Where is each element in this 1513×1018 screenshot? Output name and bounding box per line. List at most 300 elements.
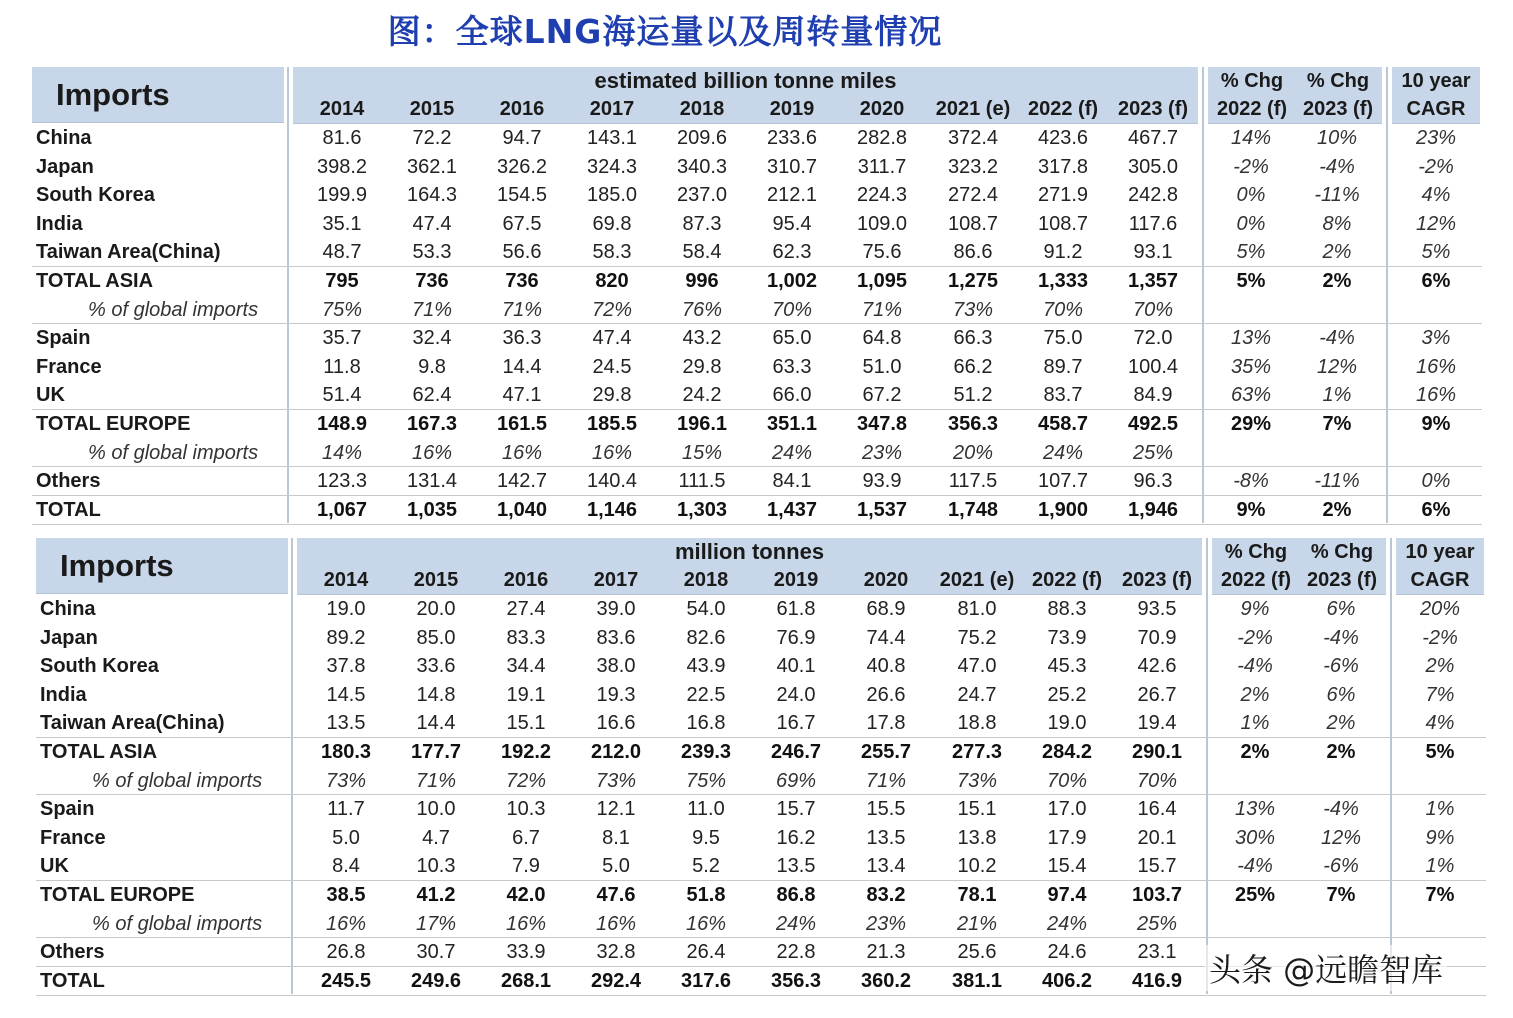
pct-year-header: 2023 (f)	[1306, 569, 1378, 591]
data-cell: 23%	[865, 912, 907, 935]
data-cell: 24%	[1042, 441, 1084, 464]
data-cell: 69.8	[592, 212, 632, 235]
data-cell: 107.7	[1037, 470, 1089, 493]
data-cell: 103.7	[1131, 884, 1183, 906]
pct-chg-header: % Chg	[1220, 70, 1284, 92]
row-label: Others	[40, 941, 105, 964]
data-cell: 62.4	[412, 384, 452, 407]
data-cell: 24%	[771, 441, 813, 464]
data-cell: 142.7	[496, 470, 548, 493]
data-cell: 37.8	[326, 655, 366, 678]
imports-header: Imports	[36, 538, 288, 594]
data-cell: 347.8	[856, 413, 908, 435]
row-label: TOTAL EUROPE	[40, 884, 195, 906]
chg-2023-cell: 12%	[1316, 355, 1358, 378]
data-cell: 246.7	[770, 741, 822, 763]
data-cell: 63.3	[772, 355, 812, 378]
year-header: 2022 (f)	[1031, 569, 1103, 591]
data-cell: 75.6	[862, 241, 902, 264]
data-cell: 1,040	[496, 498, 548, 521]
data-cell: 15.4	[1047, 855, 1087, 878]
data-cell: 5.0	[332, 826, 360, 849]
data-cell: 51.0	[862, 355, 902, 378]
data-cell: 33.9	[506, 941, 546, 964]
data-cell: 317.8	[1037, 155, 1089, 178]
data-cell: 1,067	[316, 498, 368, 521]
data-cell: 38.0	[596, 655, 636, 678]
data-cell: 284.2	[1041, 741, 1093, 763]
chg-2022-cell: -4%	[1237, 855, 1273, 878]
data-cell: 17.0	[1047, 798, 1087, 821]
data-cell: 19.3	[596, 683, 636, 706]
data-cell: 9.5	[692, 826, 720, 849]
chg-2022-cell: 0%	[1236, 212, 1266, 235]
data-cell: 75.0	[1043, 327, 1083, 350]
data-cell: 10.3	[416, 855, 456, 878]
data-cell: 15.5	[866, 798, 906, 821]
data-cell: 19.1	[506, 683, 546, 706]
row-label: South Korea	[40, 655, 159, 678]
row-label: France	[40, 826, 106, 849]
data-cell: 492.5	[1127, 413, 1179, 435]
cagr-cell: 2%	[1425, 655, 1455, 678]
chg-2023-cell: 6%	[1326, 683, 1356, 706]
cagr-cell: 1%	[1425, 855, 1455, 878]
table-row	[0, 824, 1513, 853]
data-cell: 1,748	[947, 498, 999, 521]
data-cell: 154.5	[496, 184, 548, 207]
data-cell: 360.2	[860, 969, 912, 992]
data-cell: 51.8	[686, 884, 726, 906]
data-cell: 39.0	[596, 598, 636, 620]
year-header: 2018	[679, 98, 725, 120]
data-cell: 91.2	[1043, 241, 1083, 264]
chg-2022-cell: 13%	[1230, 327, 1272, 350]
data-cell: 356.3	[770, 969, 822, 992]
data-cell: 20.1	[1137, 826, 1177, 849]
chg-2023-cell: 2%	[1326, 741, 1356, 763]
data-cell: 4.7	[422, 826, 450, 849]
table-row	[0, 681, 1513, 710]
chg-2023-cell: -6%	[1323, 855, 1359, 878]
data-cell: 10.2	[957, 855, 997, 878]
cagr-cell: 4%	[1425, 712, 1455, 735]
data-cell: 23.1	[1137, 941, 1177, 964]
cagr-cell: 5%	[1425, 741, 1455, 763]
data-cell: 16%	[501, 441, 543, 464]
chg-2022-cell: 14%	[1230, 127, 1272, 149]
year-header: 2015	[413, 569, 459, 591]
chg-2022-cell: 63%	[1230, 384, 1272, 407]
year-header: 2014	[319, 98, 365, 120]
row-label: % of global imports	[92, 912, 263, 935]
table-row	[0, 624, 1513, 653]
data-cell: 1,437	[766, 498, 818, 521]
data-cell: 16%	[505, 912, 547, 935]
data-cell: 5.0	[602, 855, 630, 878]
data-cell: 249.6	[410, 969, 462, 992]
data-cell: 1,002	[766, 270, 818, 292]
data-cell: 83.3	[506, 626, 546, 649]
data-cell: 73%	[956, 769, 998, 792]
data-cell: 212.1	[766, 184, 818, 207]
data-cell: 311.7	[857, 155, 907, 178]
cagr-cell: 6%	[1421, 498, 1451, 521]
row-label: Spain	[40, 798, 95, 821]
data-cell: 35.1	[322, 212, 362, 235]
data-cell: 25%	[1132, 441, 1174, 464]
watermark: 头条 @远瞻智库	[1205, 945, 1447, 991]
data-cell: 84.9	[1133, 384, 1173, 407]
data-cell: 406.2	[1041, 969, 1093, 992]
year-header: 2020	[859, 98, 905, 120]
data-cell: 16%	[591, 441, 633, 464]
chg-2023-cell: 8%	[1322, 212, 1352, 235]
data-cell: 11.8	[323, 355, 361, 378]
data-cell: 22.5	[686, 683, 726, 706]
year-header: 2021 (e)	[935, 98, 1011, 120]
row-divider	[36, 937, 1486, 938]
data-cell: 11.7	[327, 798, 365, 821]
chg-2023-cell: -6%	[1323, 655, 1359, 678]
chg-2023-cell: -4%	[1319, 155, 1355, 178]
data-cell: 76.9	[776, 626, 816, 649]
data-cell: 33.6	[416, 655, 456, 678]
cagr-cell: 0%	[1421, 470, 1451, 493]
data-cell: 97.4	[1047, 884, 1087, 906]
row-divider	[32, 466, 1482, 467]
table-row	[0, 795, 1513, 824]
page-title: 图：全球LNG海运量以及周转量情况	[387, 12, 943, 51]
data-cell: 467.7	[1127, 127, 1179, 149]
year-header: 2014	[323, 569, 369, 591]
data-cell: 25%	[1136, 912, 1178, 935]
year-header: 2018	[683, 569, 729, 591]
data-cell: 75.2	[957, 626, 997, 649]
chg-2023-cell: 1%	[1322, 384, 1352, 407]
data-cell: 351.1	[766, 413, 818, 435]
row-label: India	[36, 212, 83, 235]
table-row	[0, 324, 1513, 353]
data-cell: 47.4	[412, 212, 452, 235]
data-cell: 40.1	[776, 655, 816, 678]
data-cell: 131.4	[406, 470, 458, 493]
data-cell: 24.0	[776, 683, 816, 706]
data-cell: 22.8	[776, 941, 816, 964]
data-cell: 245.5	[320, 969, 372, 992]
data-cell: 423.6	[1037, 127, 1089, 149]
data-cell: 292.4	[590, 969, 642, 992]
cagr-cell: 16%	[1415, 384, 1457, 407]
cagr-header: 10 year	[1401, 70, 1471, 92]
chg-2023-cell: 2%	[1322, 270, 1352, 292]
data-cell: 85.0	[416, 626, 456, 649]
year-header: 2022 (f)	[1027, 98, 1099, 120]
data-cell: 45.3	[1047, 655, 1087, 678]
data-cell: 356.3	[947, 413, 999, 435]
chg-2023-cell: 7%	[1326, 884, 1356, 906]
data-cell: 89.2	[326, 626, 366, 649]
data-cell: 224.3	[856, 184, 908, 207]
pct-year-header: 2022 (f)	[1220, 569, 1292, 591]
row-divider	[36, 737, 1486, 738]
data-cell: 47.4	[592, 327, 632, 350]
data-cell: 123.3	[316, 470, 368, 493]
data-cell: 32.4	[412, 327, 452, 350]
chg-2022-cell: 13%	[1234, 798, 1276, 821]
data-cell: 255.7	[860, 741, 912, 763]
table-bottom-border	[32, 524, 1482, 525]
row-divider	[32, 409, 1482, 410]
year-header: 2017	[593, 569, 639, 591]
data-cell: 15.7	[776, 798, 816, 821]
data-cell: 192.2	[500, 741, 552, 763]
table-row	[0, 910, 1513, 939]
table-row	[0, 738, 1513, 767]
data-cell: 1,146	[586, 498, 638, 521]
data-cell: 290.1	[1131, 741, 1183, 763]
data-cell: 18.8	[957, 712, 997, 735]
chg-2023-cell: -11%	[1314, 184, 1360, 207]
unit-header: million tonnes	[674, 539, 825, 564]
data-cell: 47.6	[596, 884, 636, 906]
chg-2022-cell: -4%	[1237, 655, 1273, 678]
data-cell: 1,095	[856, 270, 908, 292]
data-cell: 7.9	[512, 855, 540, 878]
chg-2022-cell: 5%	[1236, 270, 1266, 292]
chg-2022-cell: 9%	[1240, 598, 1270, 620]
data-cell: 326.2	[496, 155, 548, 178]
table-row	[0, 496, 1513, 525]
data-cell: 111.5	[678, 470, 726, 493]
data-cell: 48.7	[322, 241, 362, 264]
data-cell: 83.2	[866, 884, 906, 906]
data-cell: 40.8	[866, 655, 906, 678]
data-cell: 271.9	[1037, 184, 1089, 207]
year-header: 2016	[503, 569, 549, 591]
data-cell: 16.6	[596, 712, 636, 735]
data-cell: 20.0	[416, 598, 456, 620]
data-cell: 1,333	[1037, 270, 1089, 292]
data-cell: 62.3	[772, 241, 812, 264]
data-cell: 83.6	[596, 626, 636, 649]
data-cell: 71%	[865, 769, 907, 792]
data-cell: 16.8	[686, 712, 726, 735]
data-cell: 93.9	[862, 470, 902, 493]
data-cell: 94.7	[502, 127, 542, 149]
data-cell: 24%	[775, 912, 817, 935]
data-cell: 272.4	[947, 184, 999, 207]
cagr-cell: 7%	[1425, 884, 1455, 906]
data-cell: 86.6	[953, 241, 993, 264]
data-cell: 8.1	[602, 826, 630, 849]
data-cell: 67.2	[862, 384, 902, 407]
row-divider	[32, 323, 1482, 324]
data-cell: 185.0	[586, 184, 638, 207]
data-cell: 72.0	[1133, 327, 1173, 350]
row-label: UK	[36, 384, 65, 407]
data-cell: 19.4	[1137, 712, 1177, 735]
data-cell: 66.2	[953, 355, 993, 378]
year-header: 2017	[589, 98, 635, 120]
data-cell: 13.8	[957, 826, 997, 849]
data-cell: 24.7	[957, 683, 997, 706]
cagr-cell: -2%	[1418, 155, 1454, 178]
row-label: India	[40, 683, 87, 706]
cagr-cell: 9%	[1425, 826, 1455, 849]
cagr-cell: 1%	[1425, 798, 1455, 821]
data-cell: 24.6	[1047, 941, 1087, 964]
cagr-cell: 16%	[1415, 355, 1457, 378]
data-cell: 29.8	[682, 355, 722, 378]
data-cell: 73%	[952, 298, 994, 321]
data-cell: 398.2	[316, 155, 368, 178]
row-label: Others	[36, 470, 101, 493]
chg-2022-cell: 5%	[1236, 241, 1266, 264]
data-cell: 43.9	[686, 655, 726, 678]
data-cell: 72.2	[412, 127, 452, 149]
data-cell: 36.3	[502, 327, 542, 350]
data-cell: 15%	[681, 441, 723, 464]
data-cell: 96.3	[1133, 470, 1173, 493]
chg-2022-cell: -2%	[1237, 626, 1273, 649]
table-row	[0, 467, 1513, 496]
chg-2022-cell: 25%	[1234, 884, 1276, 906]
data-cell: 16%	[685, 912, 727, 935]
data-cell: 1,275	[947, 270, 999, 292]
cagr-header: CAGR	[1410, 569, 1470, 591]
chg-2022-cell: 29%	[1230, 413, 1272, 435]
data-cell: 8.4	[332, 855, 360, 878]
data-cell: 51.4	[322, 384, 362, 407]
data-cell: 70%	[1132, 298, 1174, 321]
row-label: Taiwan Area(China)	[40, 712, 225, 735]
data-cell: 6.7	[512, 826, 540, 849]
row-label: TOTAL ASIA	[40, 741, 158, 763]
data-cell: 317.6	[680, 969, 732, 992]
cagr-header: 10 year	[1405, 541, 1475, 563]
data-cell: 58.4	[682, 241, 722, 264]
row-divider	[36, 794, 1486, 795]
table-row	[0, 410, 1513, 439]
data-cell: 185.5	[586, 413, 638, 435]
data-cell: 16.7	[776, 712, 816, 735]
data-cell: 736	[415, 270, 449, 292]
data-cell: 10.3	[506, 798, 546, 821]
data-cell: 19.0	[1047, 712, 1087, 735]
data-cell: 100.4	[1127, 355, 1179, 378]
pct-year-header: 2023 (f)	[1302, 98, 1374, 120]
data-cell: 239.3	[680, 741, 732, 763]
data-cell: 70%	[771, 298, 813, 321]
cagr-cell: -2%	[1422, 626, 1458, 649]
data-cell: 1,035	[406, 498, 458, 521]
data-cell: 71%	[415, 769, 457, 792]
data-cell: 209.6	[676, 127, 728, 149]
data-cell: 11.0	[687, 798, 725, 821]
pct-year-header: 2022 (f)	[1216, 98, 1288, 120]
data-cell: 14.4	[502, 355, 542, 378]
chg-2023-cell: -11%	[1314, 470, 1360, 493]
row-label: % of global imports	[92, 769, 263, 792]
data-cell: 26.8	[326, 941, 366, 964]
data-cell: 15.1	[506, 712, 546, 735]
data-cell: 71%	[501, 298, 543, 321]
data-cell: 21%	[956, 912, 998, 935]
data-cell: 87.3	[682, 212, 722, 235]
data-cell: 47.1	[502, 384, 542, 407]
data-cell: 17%	[415, 912, 457, 935]
chg-2022-cell: -8%	[1233, 470, 1269, 493]
data-cell: 1,946	[1127, 498, 1179, 521]
data-cell: 180.3	[320, 741, 372, 763]
table-row	[0, 852, 1513, 881]
table-row	[0, 881, 1513, 910]
table-row	[0, 709, 1513, 738]
table-row	[0, 595, 1513, 624]
chg-2022-cell: 35%	[1230, 355, 1272, 378]
chg-2023-cell: 12%	[1320, 826, 1362, 849]
chg-2023-cell: 6%	[1326, 598, 1356, 620]
data-cell: 70%	[1042, 298, 1084, 321]
data-cell: 66.0	[772, 384, 812, 407]
chg-2023-cell: -4%	[1323, 626, 1359, 649]
data-cell: 362.1	[406, 155, 458, 178]
data-cell: 71%	[861, 298, 903, 321]
data-cell: 1,303	[676, 498, 728, 521]
data-cell: 15.1	[957, 798, 997, 821]
data-cell: 58.3	[592, 241, 632, 264]
data-cell: 14%	[321, 441, 363, 464]
data-cell: 24.2	[682, 384, 722, 407]
data-cell: 70%	[1136, 769, 1178, 792]
data-cell: 13.4	[866, 855, 906, 878]
data-cell: 108.7	[1037, 212, 1089, 235]
data-cell: 26.7	[1137, 683, 1177, 706]
data-cell: 84.1	[772, 470, 812, 493]
table-row	[0, 381, 1513, 410]
data-cell: 65.0	[772, 327, 812, 350]
row-divider	[36, 880, 1486, 881]
row-label: TOTAL	[40, 969, 105, 992]
data-cell: 14.8	[416, 683, 456, 706]
table-row	[0, 238, 1513, 267]
data-cell: 282.8	[856, 127, 908, 149]
data-cell: 117.5	[948, 470, 998, 493]
cagr-cell: 20%	[1419, 598, 1461, 620]
data-cell: 9.8	[418, 355, 446, 378]
data-cell: 416.9	[1131, 969, 1183, 992]
data-cell: 86.8	[776, 884, 816, 906]
data-cell: 17.8	[866, 712, 906, 735]
table-row	[0, 767, 1513, 796]
data-cell: 61.8	[776, 598, 816, 620]
data-cell: 83.7	[1043, 384, 1083, 407]
data-cell: 26.6	[866, 683, 906, 706]
cagr-cell: 23%	[1415, 127, 1457, 149]
cagr-cell: 4%	[1421, 184, 1451, 207]
data-cell: 996	[685, 270, 719, 292]
chg-2022-cell: 1%	[1240, 712, 1270, 735]
row-divider	[32, 266, 1482, 267]
data-cell: 1,537	[856, 498, 908, 521]
year-header: 2015	[409, 98, 455, 120]
data-cell: 23%	[861, 441, 903, 464]
chg-2023-cell: 2%	[1322, 498, 1352, 521]
data-cell: 212.0	[590, 741, 642, 763]
row-label: % of global imports	[88, 298, 259, 321]
data-cell: 14.5	[326, 683, 366, 706]
